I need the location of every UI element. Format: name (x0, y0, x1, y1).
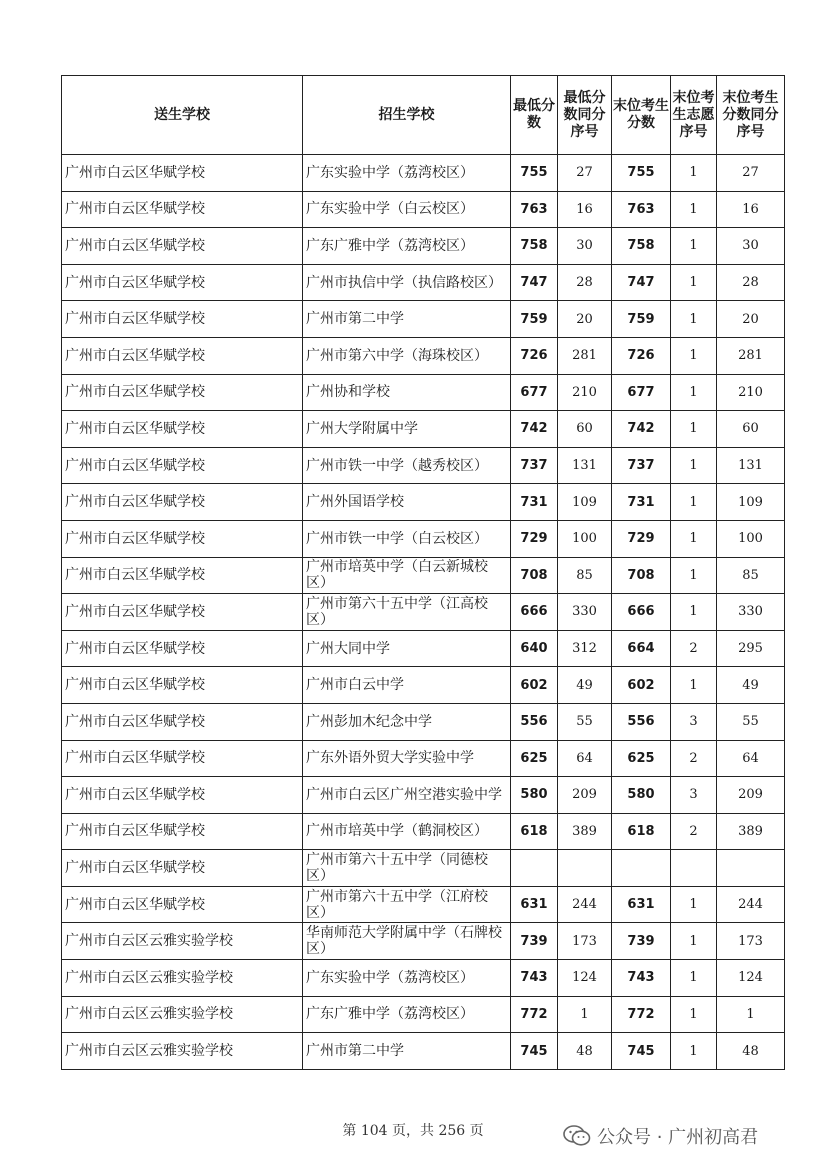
cell-last-same-rank: 173 (717, 923, 785, 960)
cell-last-same-rank: 20 (717, 301, 785, 338)
cell-last-same-rank: 389 (717, 813, 785, 850)
cell-last-same-rank: 64 (717, 740, 785, 777)
table-row (62, 813, 785, 850)
cell-min-score: 726 (511, 337, 558, 374)
cell-last-score: 737 (612, 447, 671, 484)
cell-min-same-rank: 312 (558, 630, 612, 667)
cell-last-same-rank: 295 (717, 630, 785, 667)
table-row (62, 850, 785, 887)
cell-min-score: 625 (511, 740, 558, 777)
cell-last-choice: 1 (671, 228, 717, 265)
cell-last-score: 625 (612, 740, 671, 777)
cell-last-score (612, 850, 671, 887)
cell-last-same-rank: 100 (717, 520, 785, 557)
cell-min-same-rank: 60 (558, 411, 612, 448)
cell-min-same-rank: 109 (558, 484, 612, 521)
cell-last-choice: 1 (671, 886, 717, 923)
cell-send-school: 广州市白云区华赋学校 (62, 374, 303, 411)
table-row (62, 264, 785, 301)
cell-send-school: 广州市白云区华赋学校 (62, 777, 303, 814)
cell-last-same-rank: 85 (717, 557, 785, 594)
cell-recv-school: 广州市铁一中学（越秀校区） (303, 447, 511, 484)
cell-last-score: 631 (612, 886, 671, 923)
cell-last-score: 758 (612, 228, 671, 265)
cell-recv-school: 广州市第二中学 (303, 301, 511, 338)
cell-min-same-rank: 55 (558, 703, 612, 740)
cell-last-choice: 1 (671, 667, 717, 704)
cell-min-same-rank: 64 (558, 740, 612, 777)
cell-min-same-rank: 30 (558, 228, 612, 265)
admission-table-container (61, 75, 784, 1070)
cell-last-choice: 1 (671, 411, 717, 448)
header-min-score: 最低分数 (511, 76, 558, 155)
cell-last-choice: 1 (671, 301, 717, 338)
cell-last-choice: 1 (671, 484, 717, 521)
cell-recv-school: 广州市执信中学（执信路校区） (303, 264, 511, 301)
cell-last-choice: 1 (671, 374, 717, 411)
cell-min-score: 759 (511, 301, 558, 338)
cell-last-choice: 1 (671, 1033, 717, 1070)
cell-last-score: 745 (612, 1033, 671, 1070)
table-row (62, 996, 785, 1033)
cell-last-choice: 3 (671, 777, 717, 814)
cell-min-same-rank: 100 (558, 520, 612, 557)
cell-send-school: 广州市白云区华赋学校 (62, 191, 303, 228)
cell-min-same-rank: 210 (558, 374, 612, 411)
cell-last-choice (671, 850, 717, 887)
cell-last-same-rank: 124 (717, 960, 785, 997)
cell-min-score: 743 (511, 960, 558, 997)
cell-last-same-rank: 27 (717, 155, 785, 192)
table-header-row (62, 76, 785, 155)
cell-min-same-rank: 1 (558, 996, 612, 1033)
cell-last-same-rank: 55 (717, 703, 785, 740)
cell-min-same-rank: 27 (558, 155, 612, 192)
header-send-school: 送生学校 (62, 76, 303, 155)
table-row (62, 155, 785, 192)
page-number: 第 104 页，共 256 页 (342, 1123, 484, 1139)
header-last-choice: 末位考生志愿序号 (671, 76, 717, 155)
cell-send-school: 广州市白云区华赋学校 (62, 337, 303, 374)
table-row (62, 740, 785, 777)
cell-recv-school: 广州大学附属中学 (303, 411, 511, 448)
cell-last-same-rank: 131 (717, 447, 785, 484)
cell-last-choice: 2 (671, 813, 717, 850)
cell-min-same-rank: 20 (558, 301, 612, 338)
cell-last-choice: 1 (671, 337, 717, 374)
cell-last-score: 743 (612, 960, 671, 997)
cell-recv-school: 广东实验中学（荔湾校区） (303, 960, 511, 997)
cell-send-school: 广州市白云区华赋学校 (62, 411, 303, 448)
table-row (62, 337, 785, 374)
cell-min-score: 631 (511, 886, 558, 923)
cell-last-same-rank: 244 (717, 886, 785, 923)
cell-last-choice: 1 (671, 557, 717, 594)
cell-recv-school: 广州彭加木纪念中学 (303, 703, 511, 740)
cell-last-score: 666 (612, 594, 671, 631)
cell-recv-school: 广州市第六十五中学（同德校区） (303, 850, 511, 887)
table-row (62, 630, 785, 667)
cell-recv-school: 广州市白云区广州空港实验中学 (303, 777, 511, 814)
table-row (62, 374, 785, 411)
cell-send-school: 广州市白云区华赋学校 (62, 557, 303, 594)
cell-send-school: 广州市白云区云雅实验学校 (62, 923, 303, 960)
table-body (62, 155, 785, 1070)
table-row (62, 520, 785, 557)
cell-min-same-rank: 49 (558, 667, 612, 704)
cell-last-score: 747 (612, 264, 671, 301)
cell-recv-school: 广州大同中学 (303, 630, 511, 667)
header-last-score: 末位考生分数 (612, 76, 671, 155)
cell-recv-school: 广州协和学校 (303, 374, 511, 411)
cell-min-same-rank (558, 850, 612, 887)
cell-send-school: 广州市白云区华赋学校 (62, 301, 303, 338)
cell-min-same-rank: 330 (558, 594, 612, 631)
cell-last-same-rank: 330 (717, 594, 785, 631)
table-row (62, 777, 785, 814)
cell-min-score: 758 (511, 228, 558, 265)
cell-send-school: 广州市白云区华赋学校 (62, 594, 303, 631)
cell-min-score: 747 (511, 264, 558, 301)
cell-last-choice: 1 (671, 191, 717, 228)
cell-last-score: 731 (612, 484, 671, 521)
cell-last-same-rank: 210 (717, 374, 785, 411)
cell-min-same-rank: 173 (558, 923, 612, 960)
watermark (563, 1123, 758, 1149)
cell-min-score: 708 (511, 557, 558, 594)
table-row (62, 557, 785, 594)
cell-send-school: 广州市白云区华赋学校 (62, 813, 303, 850)
cell-last-choice: 1 (671, 447, 717, 484)
cell-last-choice: 2 (671, 740, 717, 777)
cell-min-score: 745 (511, 1033, 558, 1070)
table-row (62, 923, 785, 960)
cell-min-score: 731 (511, 484, 558, 521)
table-row (62, 228, 785, 265)
cell-send-school: 广州市白云区云雅实验学校 (62, 996, 303, 1033)
cell-last-score: 729 (612, 520, 671, 557)
cell-min-same-rank: 85 (558, 557, 612, 594)
cell-last-choice: 1 (671, 996, 717, 1033)
table-row (62, 886, 785, 923)
cell-recv-school: 广东实验中学（荔湾校区） (303, 155, 511, 192)
cell-min-same-rank: 209 (558, 777, 612, 814)
cell-recv-school: 广州市白云中学 (303, 667, 511, 704)
cell-send-school: 广州市白云区华赋学校 (62, 703, 303, 740)
cell-last-same-rank: 109 (717, 484, 785, 521)
cell-recv-school: 广州市第六十五中学（江府校区） (303, 886, 511, 923)
cell-last-score: 742 (612, 411, 671, 448)
cell-min-score: 739 (511, 923, 558, 960)
cell-recv-school: 广州市第二中学 (303, 1033, 511, 1070)
cell-last-same-rank: 48 (717, 1033, 785, 1070)
cell-last-score: 726 (612, 337, 671, 374)
table-row (62, 411, 785, 448)
cell-min-score: 580 (511, 777, 558, 814)
cell-min-score: 666 (511, 594, 558, 631)
cell-min-same-rank: 28 (558, 264, 612, 301)
cell-recv-school: 广州市培英中学（鹤洞校区） (303, 813, 511, 850)
cell-min-score: 677 (511, 374, 558, 411)
cell-send-school: 广州市白云区云雅实验学校 (62, 960, 303, 997)
cell-send-school: 广州市白云区华赋学校 (62, 740, 303, 777)
table-row (62, 667, 785, 704)
cell-last-same-rank (717, 850, 785, 887)
cell-last-score: 664 (612, 630, 671, 667)
cell-last-same-rank: 281 (717, 337, 785, 374)
cell-last-choice: 1 (671, 264, 717, 301)
cell-min-same-rank: 48 (558, 1033, 612, 1070)
cell-last-score: 602 (612, 667, 671, 704)
cell-last-same-rank: 49 (717, 667, 785, 704)
cell-min-same-rank: 131 (558, 447, 612, 484)
table-row (62, 960, 785, 997)
cell-recv-school: 广州外国语学校 (303, 484, 511, 521)
cell-last-choice: 1 (671, 594, 717, 631)
cell-last-score: 708 (612, 557, 671, 594)
cell-min-same-rank: 124 (558, 960, 612, 997)
table-row (62, 447, 785, 484)
cell-last-score: 763 (612, 191, 671, 228)
cell-recv-school: 广东外语外贸大学实验中学 (303, 740, 511, 777)
wechat-icon (563, 1125, 591, 1147)
header-recv-school: 招生学校 (303, 76, 511, 155)
cell-min-same-rank: 244 (558, 886, 612, 923)
table-row (62, 594, 785, 631)
table-row (62, 484, 785, 521)
cell-send-school: 广州市白云区华赋学校 (62, 228, 303, 265)
cell-recv-school: 广州市铁一中学（白云校区） (303, 520, 511, 557)
cell-recv-school: 广东实验中学（白云校区） (303, 191, 511, 228)
cell-send-school: 广州市白云区华赋学校 (62, 667, 303, 704)
cell-last-score: 739 (612, 923, 671, 960)
cell-min-score: 755 (511, 155, 558, 192)
cell-last-score: 759 (612, 301, 671, 338)
header-min-same-rank: 最低分数同分序号 (558, 76, 612, 155)
cell-recv-school: 广东广雅中学（荔湾校区） (303, 996, 511, 1033)
table-row (62, 301, 785, 338)
cell-last-score: 755 (612, 155, 671, 192)
cell-last-choice: 2 (671, 630, 717, 667)
cell-send-school: 广州市白云区云雅实验学校 (62, 1033, 303, 1070)
cell-min-score: 602 (511, 667, 558, 704)
cell-send-school: 广州市白云区华赋学校 (62, 886, 303, 923)
cell-last-choice: 1 (671, 520, 717, 557)
cell-last-score: 556 (612, 703, 671, 740)
cell-send-school: 广州市白云区华赋学校 (62, 630, 303, 667)
cell-recv-school: 华南师范大学附属中学（石牌校区） (303, 923, 511, 960)
header-last-same-rank: 末位考生分数同分序号 (717, 76, 785, 155)
table-row (62, 191, 785, 228)
cell-last-choice: 1 (671, 923, 717, 960)
cell-recv-school: 广东广雅中学（荔湾校区） (303, 228, 511, 265)
cell-send-school: 广州市白云区华赋学校 (62, 155, 303, 192)
cell-last-same-rank: 30 (717, 228, 785, 265)
cell-min-same-rank: 16 (558, 191, 612, 228)
cell-send-school: 广州市白云区华赋学校 (62, 484, 303, 521)
cell-send-school: 广州市白云区华赋学校 (62, 850, 303, 887)
cell-min-score: 763 (511, 191, 558, 228)
table-row (62, 1033, 785, 1070)
cell-send-school: 广州市白云区华赋学校 (62, 447, 303, 484)
cell-last-score: 677 (612, 374, 671, 411)
admission-table (61, 75, 785, 1070)
cell-last-same-rank: 60 (717, 411, 785, 448)
cell-last-score: 580 (612, 777, 671, 814)
cell-last-choice: 1 (671, 155, 717, 192)
cell-min-score: 742 (511, 411, 558, 448)
cell-min-score: 772 (511, 996, 558, 1033)
cell-last-same-rank: 1 (717, 996, 785, 1033)
cell-recv-school: 广州市第六中学（海珠校区） (303, 337, 511, 374)
cell-min-score: 618 (511, 813, 558, 850)
cell-min-score: 737 (511, 447, 558, 484)
cell-last-choice: 3 (671, 703, 717, 740)
cell-last-score: 618 (612, 813, 671, 850)
cell-last-choice: 1 (671, 960, 717, 997)
cell-last-same-rank: 28 (717, 264, 785, 301)
cell-last-same-rank: 209 (717, 777, 785, 814)
cell-send-school: 广州市白云区华赋学校 (62, 520, 303, 557)
cell-min-same-rank: 389 (558, 813, 612, 850)
cell-send-school: 广州市白云区华赋学校 (62, 264, 303, 301)
cell-last-same-rank: 16 (717, 191, 785, 228)
cell-min-same-rank: 281 (558, 337, 612, 374)
table-row (62, 703, 785, 740)
cell-recv-school: 广州市第六十五中学（江高校区） (303, 594, 511, 631)
cell-last-score: 772 (612, 996, 671, 1033)
cell-min-score: 640 (511, 630, 558, 667)
cell-recv-school: 广州市培英中学（白云新城校区） (303, 557, 511, 594)
cell-min-score (511, 850, 558, 887)
cell-min-score: 556 (511, 703, 558, 740)
watermark-text: 公众号 · 广州初高君 (597, 1127, 759, 1148)
cell-min-score: 729 (511, 520, 558, 557)
